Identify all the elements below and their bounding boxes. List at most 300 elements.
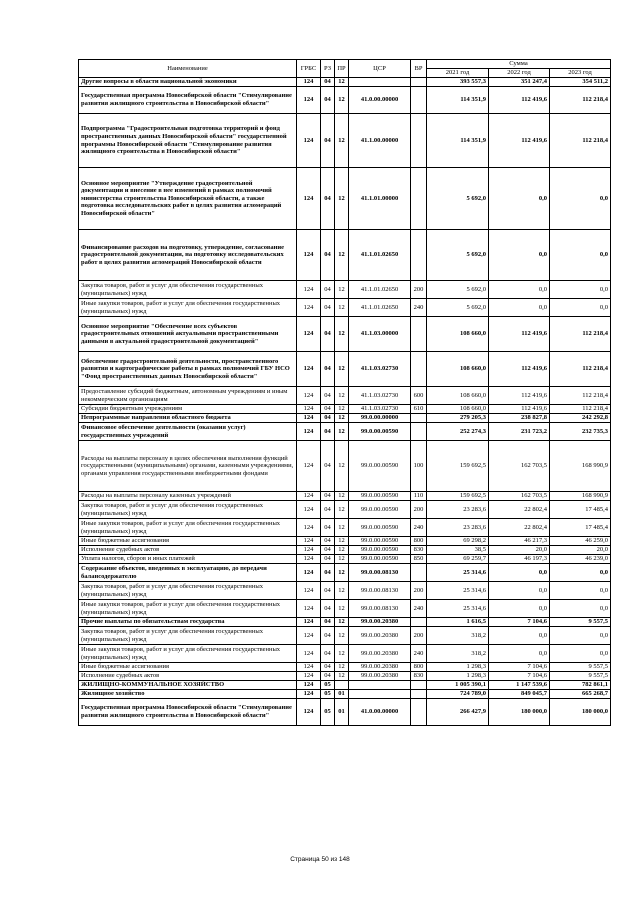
- row-name: Закупка товаров, работ и услуг для обеспечения государственных (муниципальных) нужд: [79, 582, 297, 600]
- row-name: Иные бюджетные ассигнования: [79, 663, 297, 672]
- table-row: [79, 627, 611, 645]
- table-row: [79, 492, 611, 501]
- row-grbs: 124: [297, 168, 321, 230]
- row-grbs: 124: [297, 423, 321, 441]
- row-sum-2022: 7 104,6: [489, 618, 550, 627]
- row-sum-2022: 22 802,4: [489, 519, 550, 537]
- row-csr: 99.0.00.00590: [349, 537, 411, 546]
- row-sum-2022: 0,0: [489, 600, 550, 618]
- row-grbs: 124: [297, 600, 321, 618]
- row-csr: 41.0.00.00000: [349, 699, 411, 726]
- row-name: Иные закупки товаров, работ и услуг для обеспечения государственных (муниципальных) нужд: [79, 519, 297, 537]
- row-name: Иные закупки товаров, работ и услуг для обеспечения государственных (муниципальных) нужд: [79, 299, 297, 317]
- row-sum-2023: 665 268,7: [550, 690, 611, 699]
- row-name: ЖИЛИЩНО-КОММУНАЛЬНОЕ ХОЗЯЙСТВО: [79, 681, 297, 690]
- row-pr: 12: [335, 492, 349, 501]
- row-vr: [411, 114, 427, 168]
- row-sum-2021: 318,2: [427, 645, 489, 663]
- row-pr: 12: [335, 600, 349, 618]
- budget-table: [78, 59, 611, 726]
- row-vr: 830: [411, 672, 427, 681]
- row-csr: 99.0.00.00590: [349, 555, 411, 564]
- table-row: [79, 699, 611, 726]
- row-rz: 05: [321, 681, 335, 690]
- row-pr: 12: [335, 352, 349, 387]
- row-pr: 12: [335, 78, 349, 87]
- row-name: Закупка товаров, работ и услуг для обеспечения государственных (муниципальных) нужд: [79, 501, 297, 519]
- header-year-2023: 2023 год: [550, 69, 611, 78]
- row-sum-2023: 0,0: [550, 281, 611, 299]
- row-sum-2023: 112 218,4: [550, 405, 611, 414]
- row-vr: 240: [411, 299, 427, 317]
- row-sum-2021: 266 427,9: [427, 699, 489, 726]
- row-pr: [335, 681, 349, 690]
- row-csr: 41.1.03.02730: [349, 352, 411, 387]
- row-sum-2021: 1 298,3: [427, 672, 489, 681]
- row-csr: 41.1.00.00000: [349, 114, 411, 168]
- table-row: [79, 681, 611, 690]
- row-name: Иные закупки товаров, работ и услуг для обеспечения государственных (муниципальных) нужд: [79, 600, 297, 618]
- row-sum-2022: 46 197,3: [489, 555, 550, 564]
- table-row: [79, 168, 611, 230]
- row-csr: 99.0.00.00590: [349, 441, 411, 492]
- row-rz: 04: [321, 230, 335, 281]
- table-row: [79, 600, 611, 618]
- row-sum-2023: 112 218,4: [550, 352, 611, 387]
- row-pr: 12: [335, 114, 349, 168]
- row-sum-2023: 20,0: [550, 546, 611, 555]
- table-row: [79, 546, 611, 555]
- row-rz: 05: [321, 699, 335, 726]
- row-csr: 41.1.03.02730: [349, 405, 411, 414]
- row-sum-2021: 108 660,0: [427, 352, 489, 387]
- row-name: Основное мероприятие "Обеспечение всех субъектов градостроительных отношений актуальными пространственными данными в актуальной градостроительной документацией": [79, 317, 297, 352]
- row-name: Финансовое обеспечение деятельности (оказания услуг) государственных учреждений: [79, 423, 297, 441]
- row-sum-2023: 242 292,8: [550, 414, 611, 423]
- row-vr: 240: [411, 645, 427, 663]
- row-grbs: 124: [297, 387, 321, 405]
- row-rz: 04: [321, 78, 335, 87]
- row-grbs: 124: [297, 405, 321, 414]
- row-sum-2022: 112 419,6: [489, 387, 550, 405]
- table-row: [79, 645, 611, 663]
- row-sum-2023: 9 557,5: [550, 672, 611, 681]
- row-rz: 04: [321, 618, 335, 627]
- row-pr: 12: [335, 441, 349, 492]
- row-grbs: 124: [297, 492, 321, 501]
- row-csr: 99.0.00.08130: [349, 582, 411, 600]
- row-pr: 12: [335, 168, 349, 230]
- row-vr: [411, 168, 427, 230]
- row-rz: 04: [321, 441, 335, 492]
- row-sum-2021: 1 298,3: [427, 663, 489, 672]
- row-vr: 240: [411, 519, 427, 537]
- header-pr: ПР: [335, 60, 349, 78]
- row-csr: 99.0.00.20380: [349, 645, 411, 663]
- row-csr: 99.0.00.00590: [349, 492, 411, 501]
- table-row: [79, 564, 611, 582]
- row-pr: 12: [335, 564, 349, 582]
- row-rz: 04: [321, 663, 335, 672]
- row-rz: 04: [321, 387, 335, 405]
- row-vr: 200: [411, 281, 427, 299]
- row-grbs: 124: [297, 299, 321, 317]
- row-vr: [411, 690, 427, 699]
- row-sum-2021: 23 283,6: [427, 519, 489, 537]
- row-sum-2023: 168 990,9: [550, 441, 611, 492]
- row-sum-2021: 5 692,0: [427, 281, 489, 299]
- row-vr: 200: [411, 627, 427, 645]
- row-sum-2022: 0,0: [489, 627, 550, 645]
- header-csr: ЦСР: [349, 60, 411, 78]
- row-sum-2021: 393 557,3: [427, 78, 489, 87]
- row-sum-2023: 9 557,5: [550, 618, 611, 627]
- row-sum-2022: 162 703,5: [489, 492, 550, 501]
- row-vr: [411, 564, 427, 582]
- row-csr: 99.0.00.08130: [349, 564, 411, 582]
- row-name: Прочие выплаты по обязательствам государства: [79, 618, 297, 627]
- row-sum-2021: 318,2: [427, 627, 489, 645]
- table-row: [79, 317, 611, 352]
- table-row: [79, 441, 611, 492]
- row-vr: 600: [411, 387, 427, 405]
- row-sum-2022: 112 419,6: [489, 87, 550, 114]
- row-sum-2021: 252 274,3: [427, 423, 489, 441]
- row-name: Расходы на выплаты персоналу казенных учреждений: [79, 492, 297, 501]
- row-sum-2021: 114 351,9: [427, 87, 489, 114]
- row-name: Предоставление субсидий бюджетным, автономным учреждениям и иным некоммерческим организациям: [79, 387, 297, 405]
- row-grbs: 124: [297, 564, 321, 582]
- row-name: Закупка товаров, работ и услуг для обеспечения государственных (муниципальных) нужд: [79, 281, 297, 299]
- table-row: [79, 423, 611, 441]
- row-vr: 110: [411, 492, 427, 501]
- row-csr: 41.1.03.00000: [349, 317, 411, 352]
- row-grbs: 124: [297, 672, 321, 681]
- table-row: [79, 299, 611, 317]
- row-grbs: 124: [297, 546, 321, 555]
- row-sum-2021: 159 692,5: [427, 441, 489, 492]
- row-csr: [349, 681, 411, 690]
- row-sum-2021: 724 789,0: [427, 690, 489, 699]
- row-vr: [411, 423, 427, 441]
- row-vr: [411, 230, 427, 281]
- row-sum-2021: 25 314,6: [427, 582, 489, 600]
- row-sum-2021: 5 692,0: [427, 299, 489, 317]
- row-name: Расходы на выплаты персоналу в целях обеспечения выполнения функций государственными (муниципальными) органами, казенными учреждениями, органами управления государственными внебюджетными фондами: [79, 441, 297, 492]
- row-rz: 04: [321, 114, 335, 168]
- table-row: [79, 230, 611, 281]
- row-sum-2022: 0,0: [489, 564, 550, 582]
- row-pr: 12: [335, 405, 349, 414]
- row-csr: 99.0.00.08130: [349, 600, 411, 618]
- row-vr: 800: [411, 537, 427, 546]
- table-row: [79, 114, 611, 168]
- header-rz: РЗ: [321, 60, 335, 78]
- row-grbs: 124: [297, 618, 321, 627]
- row-sum-2023: 0,0: [550, 564, 611, 582]
- row-sum-2022: 0,0: [489, 645, 550, 663]
- row-pr: 12: [335, 414, 349, 423]
- row-pr: 12: [335, 230, 349, 281]
- row-name: Жилищное хозяйство: [79, 690, 297, 699]
- row-rz: 04: [321, 299, 335, 317]
- row-sum-2023: 46 259,0: [550, 537, 611, 546]
- row-sum-2021: 108 660,0: [427, 317, 489, 352]
- table-row: [79, 414, 611, 423]
- row-csr: 41.1.01.02650: [349, 299, 411, 317]
- row-sum-2021: 108 660,0: [427, 387, 489, 405]
- table-row: [79, 555, 611, 564]
- row-sum-2023: 0,0: [550, 645, 611, 663]
- row-pr: 12: [335, 387, 349, 405]
- row-rz: 04: [321, 405, 335, 414]
- row-csr: 99.0.00.00590: [349, 519, 411, 537]
- row-vr: [411, 618, 427, 627]
- row-vr: [411, 681, 427, 690]
- row-vr: 240: [411, 600, 427, 618]
- row-name: Непрограммные направления областного бюджета: [79, 414, 297, 423]
- row-vr: 200: [411, 582, 427, 600]
- row-sum-2022: 0,0: [489, 281, 550, 299]
- row-sum-2022: 0,0: [489, 168, 550, 230]
- row-sum-2021: 25 314,6: [427, 564, 489, 582]
- row-sum-2021: 1 005 390,1: [427, 681, 489, 690]
- table-row: [79, 87, 611, 114]
- table-row: [79, 405, 611, 414]
- row-pr: 12: [335, 546, 349, 555]
- row-sum-2022: 162 703,5: [489, 441, 550, 492]
- row-grbs: 124: [297, 352, 321, 387]
- row-pr: 01: [335, 690, 349, 699]
- row-rz: 04: [321, 645, 335, 663]
- row-sum-2023: 46 239,0: [550, 555, 611, 564]
- row-vr: [411, 699, 427, 726]
- row-vr: 100: [411, 441, 427, 492]
- row-vr: 610: [411, 405, 427, 414]
- row-pr: 12: [335, 281, 349, 299]
- row-grbs: 124: [297, 627, 321, 645]
- row-pr: 12: [335, 501, 349, 519]
- row-sum-2021: 279 205,3: [427, 414, 489, 423]
- row-sum-2021: 69 259,7: [427, 555, 489, 564]
- header-year-2022: 2022 год: [489, 69, 550, 78]
- row-vr: [411, 317, 427, 352]
- row-grbs: 124: [297, 501, 321, 519]
- row-pr: 12: [335, 582, 349, 600]
- row-grbs: 124: [297, 555, 321, 564]
- row-sum-2023: 17 485,4: [550, 501, 611, 519]
- row-sum-2023: 0,0: [550, 627, 611, 645]
- row-csr: 41.0.00.00000: [349, 87, 411, 114]
- row-csr: [349, 690, 411, 699]
- header-grbs: ГРБС: [297, 60, 321, 78]
- row-csr: 99.0.00.00590: [349, 501, 411, 519]
- row-rz: 04: [321, 168, 335, 230]
- row-csr: 41.1.03.02730: [349, 387, 411, 405]
- row-name: Другие вопросы в области национальной экономики: [79, 78, 297, 87]
- row-sum-2022: 112 419,6: [489, 405, 550, 414]
- row-sum-2022: 1 147 539,6: [489, 681, 550, 690]
- row-grbs: 124: [297, 230, 321, 281]
- row-rz: 04: [321, 519, 335, 537]
- row-rz: 04: [321, 672, 335, 681]
- row-pr: 12: [335, 663, 349, 672]
- row-name: Исполнение судебных актов: [79, 546, 297, 555]
- table-header: [79, 60, 611, 78]
- row-grbs: 124: [297, 645, 321, 663]
- row-rz: 04: [321, 582, 335, 600]
- row-sum-2023: 0,0: [550, 230, 611, 281]
- table-row: [79, 618, 611, 627]
- row-sum-2021: 38,5: [427, 546, 489, 555]
- table-row: [79, 78, 611, 87]
- row-sum-2023: 354 511,2: [550, 78, 611, 87]
- row-name: Иные бюджетные ассигнования: [79, 537, 297, 546]
- table-row: [79, 672, 611, 681]
- row-grbs: 124: [297, 87, 321, 114]
- budget-document: [78, 59, 610, 726]
- row-sum-2023: 180 000,0: [550, 699, 611, 726]
- row-csr: 99.0.00.00590: [349, 546, 411, 555]
- row-csr: 99.0.00.00000: [349, 414, 411, 423]
- row-sum-2022: 7 104,6: [489, 663, 550, 672]
- row-csr: 99.0.00.00590: [349, 423, 411, 441]
- row-vr: 830: [411, 546, 427, 555]
- row-pr: 12: [335, 645, 349, 663]
- row-csr: 41.1.01.02650: [349, 230, 411, 281]
- row-sum-2021: 114 351,9: [427, 114, 489, 168]
- row-grbs: 124: [297, 690, 321, 699]
- row-sum-2023: 112 218,4: [550, 317, 611, 352]
- row-grbs: 124: [297, 699, 321, 726]
- row-csr: 41.1.01.02650: [349, 281, 411, 299]
- row-vr: [411, 87, 427, 114]
- row-sum-2022: 849 045,7: [489, 690, 550, 699]
- row-pr: 12: [335, 627, 349, 645]
- row-sum-2023: 232 735,3: [550, 423, 611, 441]
- row-sum-2023: 0,0: [550, 600, 611, 618]
- row-sum-2022: 46 217,3: [489, 537, 550, 546]
- table-row: [79, 281, 611, 299]
- row-sum-2023: 0,0: [550, 168, 611, 230]
- row-sum-2021: 1 616,5: [427, 618, 489, 627]
- row-pr: 12: [335, 423, 349, 441]
- row-pr: 12: [335, 299, 349, 317]
- row-grbs: 124: [297, 681, 321, 690]
- row-grbs: 124: [297, 519, 321, 537]
- table-row: [79, 387, 611, 405]
- row-pr: 12: [335, 618, 349, 627]
- row-sum-2023: 0,0: [550, 299, 611, 317]
- row-rz: 04: [321, 564, 335, 582]
- table-row: [79, 663, 611, 672]
- row-rz: 04: [321, 414, 335, 423]
- row-rz: 04: [321, 600, 335, 618]
- table-body: [79, 78, 611, 726]
- row-pr: 12: [335, 519, 349, 537]
- row-sum-2022: 0,0: [489, 299, 550, 317]
- row-grbs: 124: [297, 78, 321, 87]
- row-sum-2023: 0,0: [550, 582, 611, 600]
- row-sum-2021: 108 660,0: [427, 405, 489, 414]
- row-pr: 12: [335, 555, 349, 564]
- row-rz: 04: [321, 546, 335, 555]
- row-pr: 01: [335, 699, 349, 726]
- row-sum-2021: 69 298,2: [427, 537, 489, 546]
- row-sum-2022: 231 723,2: [489, 423, 550, 441]
- row-name: Обеспечение градостроительной деятельности, пространственного развития и картографические работы в рамках полномочий ГБУ НСО "Фонд пространственных данных Новосибирской области": [79, 352, 297, 387]
- row-rz: 04: [321, 352, 335, 387]
- row-sum-2023: 9 557,5: [550, 663, 611, 672]
- row-rz: 05: [321, 690, 335, 699]
- row-pr: 12: [335, 672, 349, 681]
- row-sum-2023: 112 218,4: [550, 387, 611, 405]
- header-name: Наименование: [79, 60, 297, 78]
- row-sum-2022: 20,0: [489, 546, 550, 555]
- row-grbs: 124: [297, 441, 321, 492]
- row-sum-2021: 5 692,0: [427, 230, 489, 281]
- row-sum-2022: 351 247,4: [489, 78, 550, 87]
- row-grbs: 124: [297, 582, 321, 600]
- header-vr: ВР: [411, 60, 427, 78]
- row-grbs: 124: [297, 537, 321, 546]
- row-name: Уплата налогов, сборов и иных платежей: [79, 555, 297, 564]
- row-name: Субсидии бюджетным учреждениям: [79, 405, 297, 414]
- row-rz: 04: [321, 555, 335, 564]
- page-footer: Страница 50 из 148: [290, 856, 350, 863]
- row-sum-2022: 7 104,6: [489, 672, 550, 681]
- row-rz: 04: [321, 281, 335, 299]
- table-row: [79, 501, 611, 519]
- row-name: Государственная программа Новосибирской области "Стимулирование развития жилищного строительства в Новосибирской области": [79, 87, 297, 114]
- row-rz: 04: [321, 317, 335, 352]
- table-row: [79, 352, 611, 387]
- row-sum-2021: 25 314,6: [427, 600, 489, 618]
- table-row: [79, 537, 611, 546]
- row-pr: 12: [335, 537, 349, 546]
- row-rz: 04: [321, 492, 335, 501]
- row-pr: 12: [335, 317, 349, 352]
- row-name: Государственная программа Новосибирской области "Стимулирование развития жилищного строительства в Новосибирской области": [79, 699, 297, 726]
- row-grbs: 124: [297, 414, 321, 423]
- row-name: Финансирование расходов на подготовку, утверждение, согласование градостроительной документации, на подготовку исследовательских работ в целях развития агломераций Новосибирской области: [79, 230, 297, 281]
- row-rz: 04: [321, 627, 335, 645]
- row-vr: 850: [411, 555, 427, 564]
- row-rz: 04: [321, 537, 335, 546]
- row-sum-2022: 238 827,8: [489, 414, 550, 423]
- row-pr: 12: [335, 87, 349, 114]
- row-sum-2023: 112 218,4: [550, 114, 611, 168]
- row-vr: 200: [411, 501, 427, 519]
- row-sum-2022: 112 419,6: [489, 352, 550, 387]
- row-vr: [411, 78, 427, 87]
- row-csr: 99.0.00.20380: [349, 618, 411, 627]
- row-sum-2021: 23 283,6: [427, 501, 489, 519]
- header-year-2021: 2021 год: [427, 69, 489, 78]
- row-sum-2022: 180 000,0: [489, 699, 550, 726]
- row-sum-2021: 159 692,5: [427, 492, 489, 501]
- row-sum-2023: 168 990,9: [550, 492, 611, 501]
- table-row: [79, 690, 611, 699]
- row-grbs: 124: [297, 317, 321, 352]
- row-sum-2022: 112 419,6: [489, 114, 550, 168]
- table-row: [79, 582, 611, 600]
- row-sum-2022: 22 802,4: [489, 501, 550, 519]
- row-sum-2023: 782 861,1: [550, 681, 611, 690]
- row-sum-2022: 0,0: [489, 230, 550, 281]
- row-name: Исполнение судебных актов: [79, 672, 297, 681]
- row-vr: [411, 352, 427, 387]
